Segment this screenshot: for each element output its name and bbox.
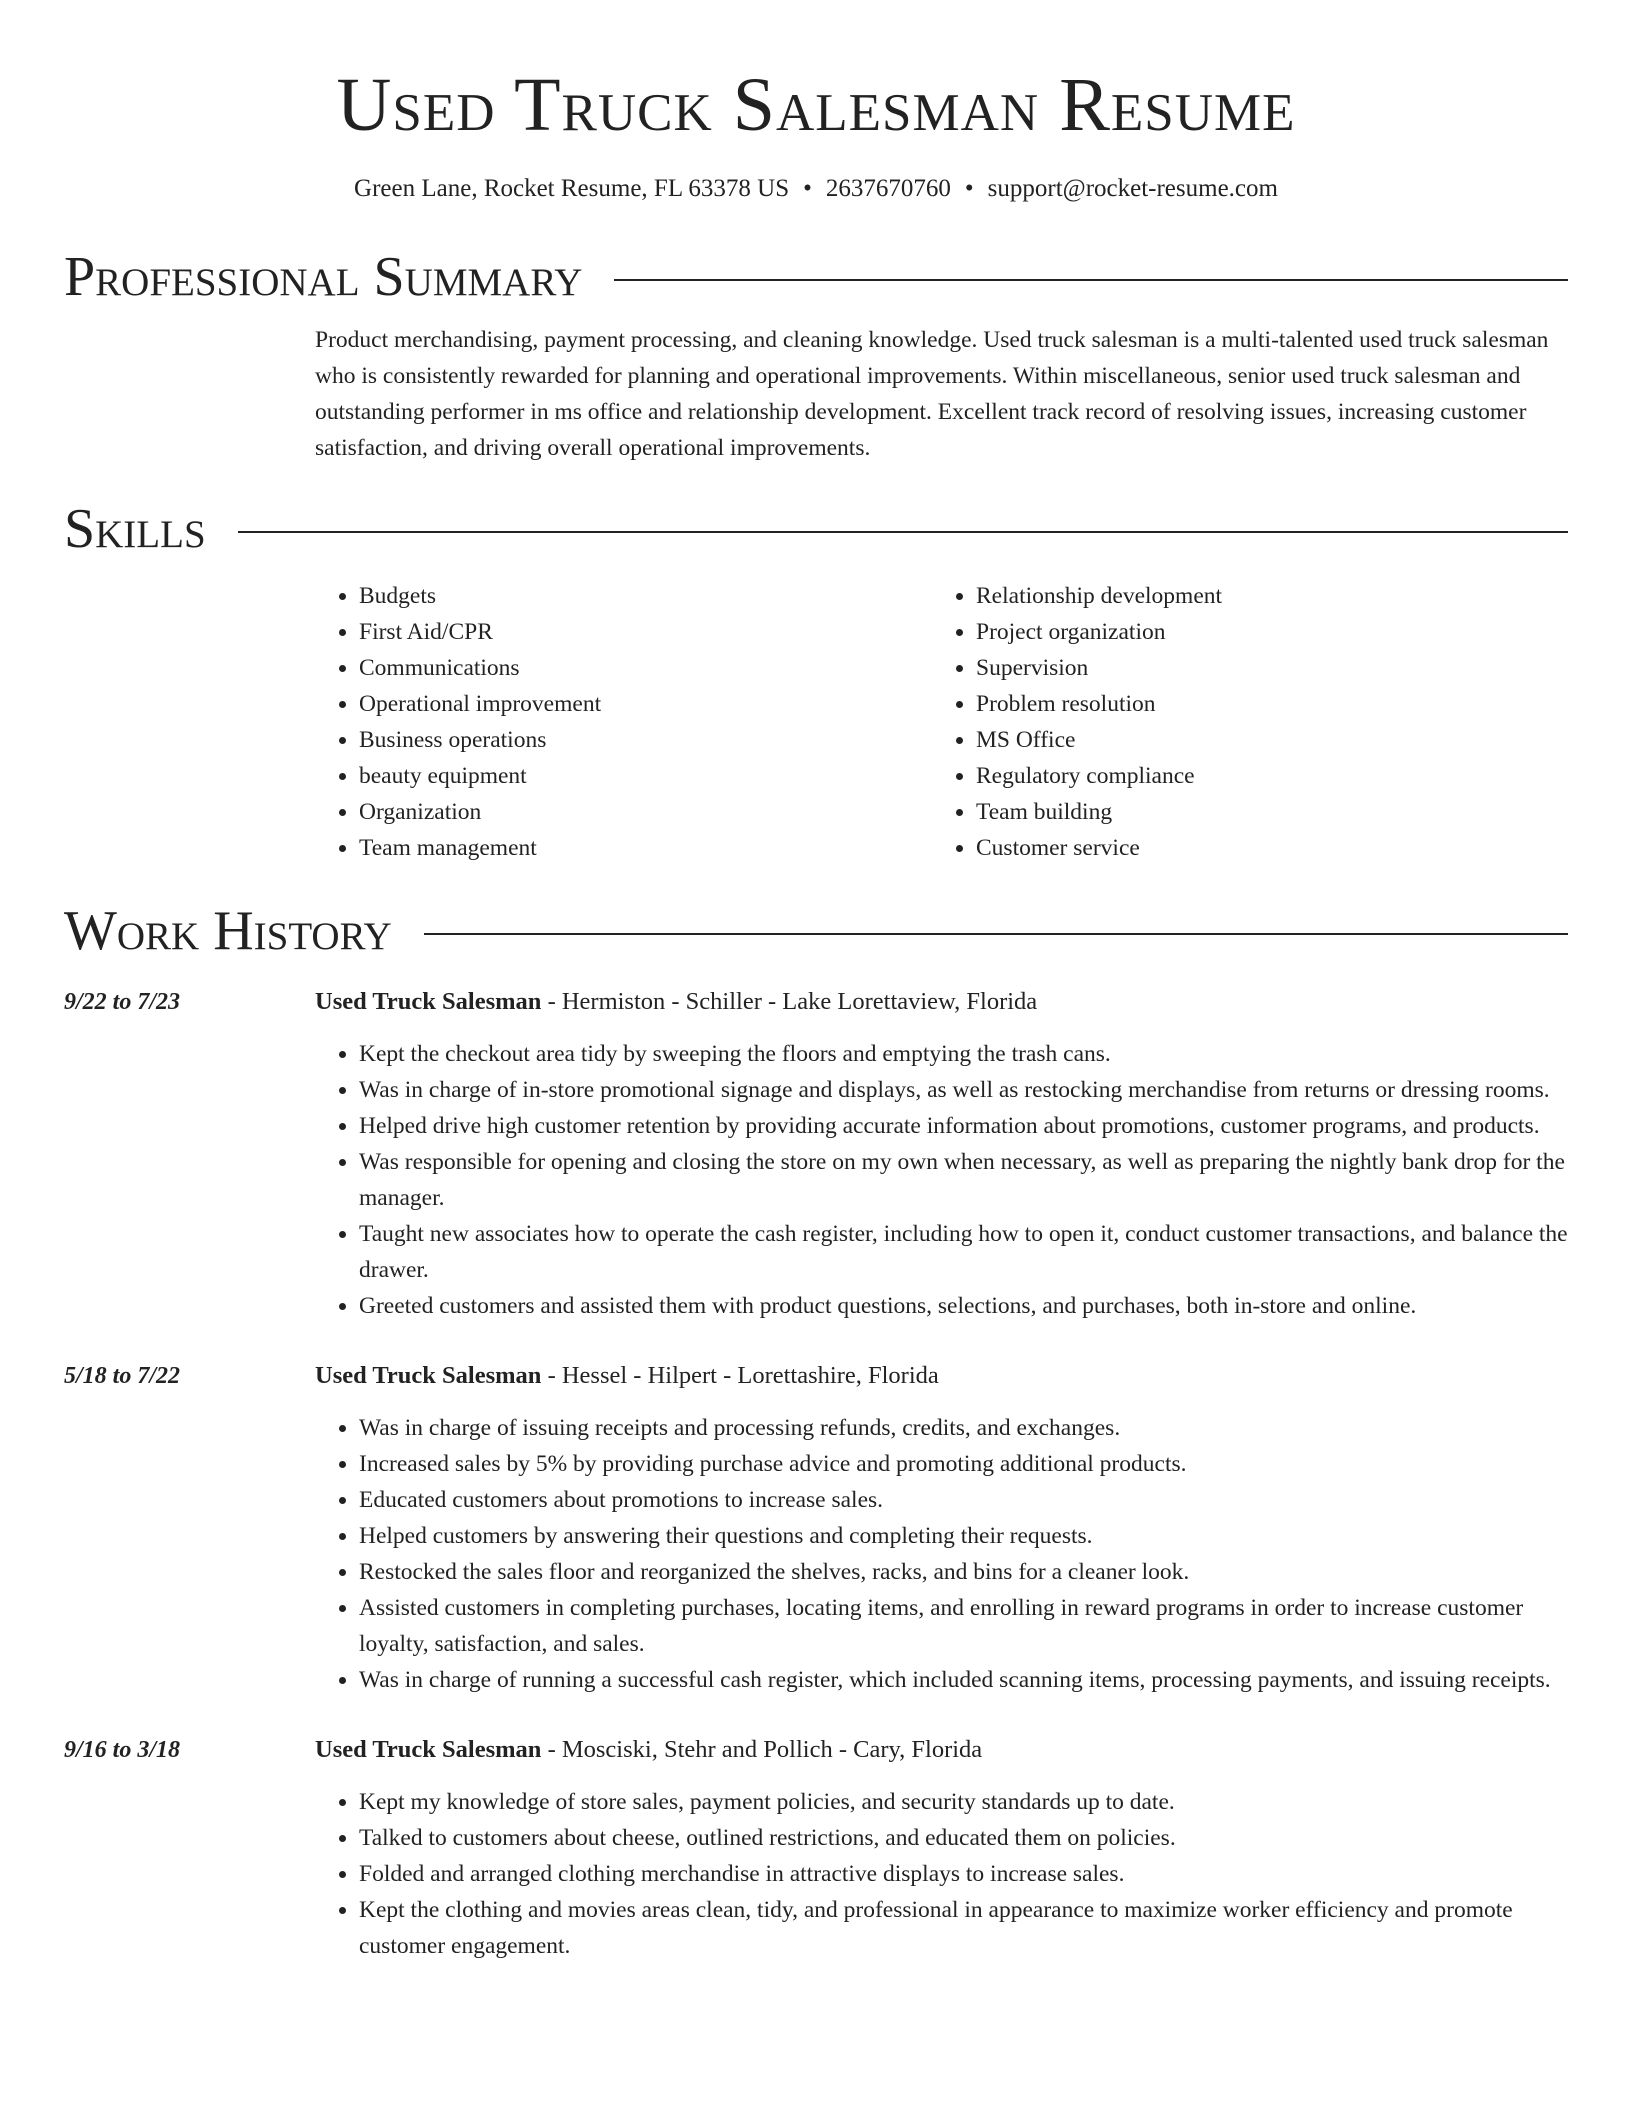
job-bullet: • Kept the clothing and movies areas clean, tidy, and professional in appearance to maximize worker efficiency and promote customer engagement. [359, 1892, 1568, 1964]
skill-item: • Relationship development [976, 578, 1549, 614]
job-bullets [315, 1784, 1568, 1964]
job-bullet: • Educated customers about promotions to increase sales. [359, 1482, 1568, 1518]
resume-page [64, 0, 1568, 1964]
skill-item: • Operational improvement [359, 686, 932, 722]
job-employer: - Hessel - Hilpert - Lorettashire, Florida [541, 1362, 939, 1389]
skills-heading: Skills [64, 498, 206, 560]
job-title-line [315, 1358, 1568, 1394]
job-body [315, 984, 1568, 1324]
job-role: Used Truck Salesman [315, 1362, 542, 1389]
job-role: Used Truck Salesman [315, 1736, 542, 1763]
section-divider [614, 279, 1568, 281]
skill-item: • Project organization [976, 614, 1549, 650]
summary-text: Product merchandising, payment processing, and cleaning knowledge. Used truck salesman is a multi-talented used truck salesman who is consistently rewarded for planning and operational improvements. Within miscellaneous, senior used truck salesman and outstanding performer in ms office and relationship development. Excellent track record of resolving issues, increasing customer satisfaction, and driving overall operational improvements. [315, 327, 1549, 461]
skills-list-left [315, 578, 932, 866]
job-employer: - Mosciski, Stehr and Pollich - Cary, Florida [541, 1736, 983, 1763]
work-section-header [64, 898, 1568, 964]
skill-item: • Business operations [359, 722, 932, 758]
skill-item: • Customer service [976, 830, 1549, 866]
skill-item: • Problem resolution [976, 686, 1549, 722]
skill-item: • Budgets [359, 578, 932, 614]
skill-item: • beauty equipment [359, 758, 932, 794]
skill-item: • Organization [359, 794, 932, 830]
job-bullets [315, 1410, 1568, 1698]
skill-item: • MS Office [976, 722, 1549, 758]
skill-item: • Team management [359, 830, 932, 866]
contact-email: support@rocket-resume.com [987, 175, 1278, 202]
job-bullet: • Was in charge of running a successful cash register, which included scanning items, processing payments, and issuing receipts. [359, 1662, 1568, 1698]
job-entry [64, 1732, 1568, 1964]
section-divider [238, 531, 1568, 533]
work-heading: Work History [64, 900, 392, 962]
contact-phone: 2637670760 [825, 175, 951, 202]
contact-separator: • [803, 175, 812, 202]
job-title-line [315, 984, 1568, 1020]
job-bullet: • Helped customers by answering their questions and completing their requests. [359, 1518, 1568, 1554]
job-bullet: • Folded and arranged clothing merchandise in attractive displays to increase sales. [359, 1856, 1568, 1892]
summary-section-header [64, 244, 1568, 310]
skill-item: • Supervision [976, 650, 1549, 686]
skill-item: • First Aid/CPR [359, 614, 932, 650]
job-bullet: • Talked to customers about cheese, outlined restrictions, and educated them on policies. [359, 1820, 1568, 1856]
job-bullets [315, 1036, 1568, 1324]
job-entry [64, 1358, 1568, 1698]
job-bullet: • Restocked the sales floor and reorganized the shelves, racks, and bins for a cleaner look. [359, 1554, 1568, 1590]
job-dates: 9/22 to 7/23 [64, 989, 181, 1015]
skills-list-right [932, 578, 1549, 866]
job-bullet: • Was in charge of issuing receipts and processing refunds, credits, and exchanges. [359, 1410, 1568, 1446]
job-body [315, 1732, 1568, 1964]
skills-columns [315, 578, 1568, 866]
skill-item: • Regulatory compliance [976, 758, 1549, 794]
job-dates: 5/18 to 7/22 [64, 1363, 181, 1389]
job-bullet: • Greeted customers and assisted them with product questions, selections, and purchases, both in-store and online. [359, 1288, 1568, 1324]
job-bullet: • Was responsible for opening and closing the store on my own when necessary, as well as preparing the nightly bank drop for the manager. [359, 1144, 1568, 1216]
job-title-line [315, 1732, 1568, 1768]
skill-item: • Team building [976, 794, 1549, 830]
job-body [315, 1358, 1568, 1698]
resume-title: Used Truck Salesman Resume [336, 63, 1296, 147]
contact-line [64, 172, 1568, 206]
job-dates: 9/16 to 3/18 [64, 1737, 181, 1763]
job-bullet: • Assisted customers in completing purchases, locating items, and enrolling in reward programs in order to increase customer loyalty, satisfaction, and sales. [359, 1590, 1568, 1662]
contact-separator: • [964, 175, 974, 202]
job-employer: - Hermiston - Schiller - Lake Lorettaview, Florida [541, 988, 1038, 1015]
job-bullet: • Increased sales by 5% by providing purchase advice and promoting additional products. [359, 1446, 1568, 1482]
contact-address: Green Lane, Rocket Resume, FL 63378 US [354, 175, 790, 202]
job-bullet: • Taught new associates how to operate the cash register, including how to open it, conduct customer transactions, and balance the drawer. [359, 1216, 1568, 1288]
job-bullet: • Kept my knowledge of store sales, payment policies, and security standards up to date. [359, 1784, 1568, 1820]
summary-heading: Professional Summary [64, 246, 583, 308]
section-divider [424, 933, 1568, 935]
skills-section-header [64, 496, 1568, 562]
job-bullet: • Kept the checkout area tidy by sweeping the floors and emptying the trash cans. [359, 1036, 1568, 1072]
job-bullet: • Helped drive high customer retention by providing accurate information about promotions, customer programs, and products. [359, 1108, 1568, 1144]
job-role: Used Truck Salesman [315, 988, 542, 1015]
skill-item: • Communications [359, 650, 932, 686]
job-entry [64, 984, 1568, 1324]
job-bullet: • Was in charge of in-store promotional signage and displays, as well as restocking merchandise from returns or dressing rooms. [359, 1072, 1568, 1108]
